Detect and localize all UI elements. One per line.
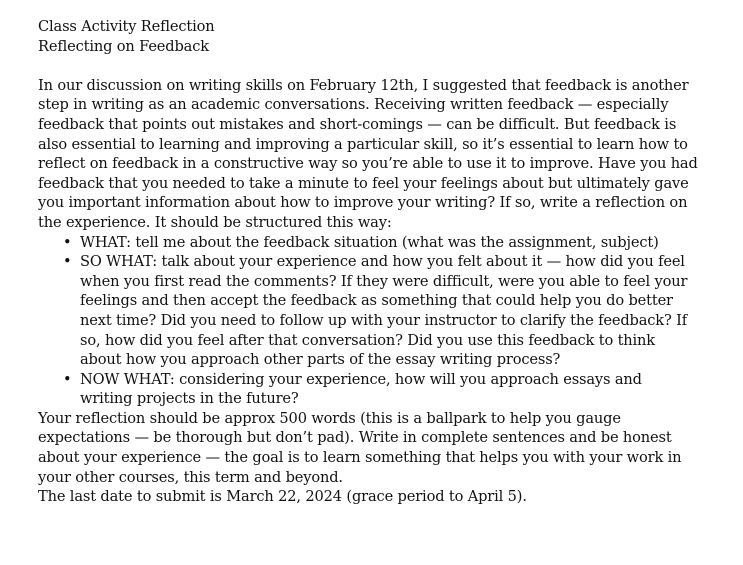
document-title: Class Activity Reflection	[38, 18, 215, 35]
deadline-line: The last date to submit is March 22, 2024 (grace period to April 5).	[38, 488, 527, 506]
bullet-item-so-what	[63, 252, 698, 370]
bullet-text: WHAT: tell me about the feedback situation (what was the assignment, subject)	[80, 233, 659, 251]
bullet-text: NOW WHAT: considering your experience, how will you approach essays and writing projects in the future?	[80, 370, 642, 408]
bullet-item-now-what	[63, 370, 698, 409]
bullet-text: SO WHAT: talk about your experience and how you felt about it — how did you feel when you first read the comments? If they were difficult, were you able to feel your feelings and then accept the feedback as something that could help you do better next time? Did you need to follow up with your instructor to clarify the feedback? If so, how did you feel after that conversation? Did you use this feedback to think about how you approach other parts of the essay writing process?	[80, 253, 688, 369]
bullet-marker: •	[63, 253, 72, 271]
bullet-marker: •	[63, 370, 72, 388]
intro-paragraph: In our discussion on writing skills on February 12th, I suggested that feedback is another step in writing as an academic conversations. Receiving written feedback — especially feedback that points out mistakes and short-comings — can be difficult. But feedback is also essential to learning and improving a particular skill, so it’s essential to learn how to reflect on feedback in a constructive way so you’re able to use it to improve. Have you had feedback that you needed to take a minute to feel your feelings about but ultimately gave you important information about how to improve your writing? If so, write a reflection on the experience. It should be structured this way:	[38, 76, 698, 231]
bullet-marker: •	[63, 233, 72, 251]
document-subtitle: Reflecting on Feedback	[38, 37, 209, 55]
document-body	[38, 17, 698, 507]
closing-paragraph: Your reflection should be approx 500 words (this is a ballpark to help you gauge expectations — be thorough but don’t pad). Write in complete sentences and be honest about your experience — the goal is to learn something that helps you with your work in your other courses, this term and beyond.	[38, 409, 682, 486]
bullet-item-what	[63, 233, 698, 253]
spacer	[38, 56, 698, 76]
bullet-list	[38, 233, 698, 409]
